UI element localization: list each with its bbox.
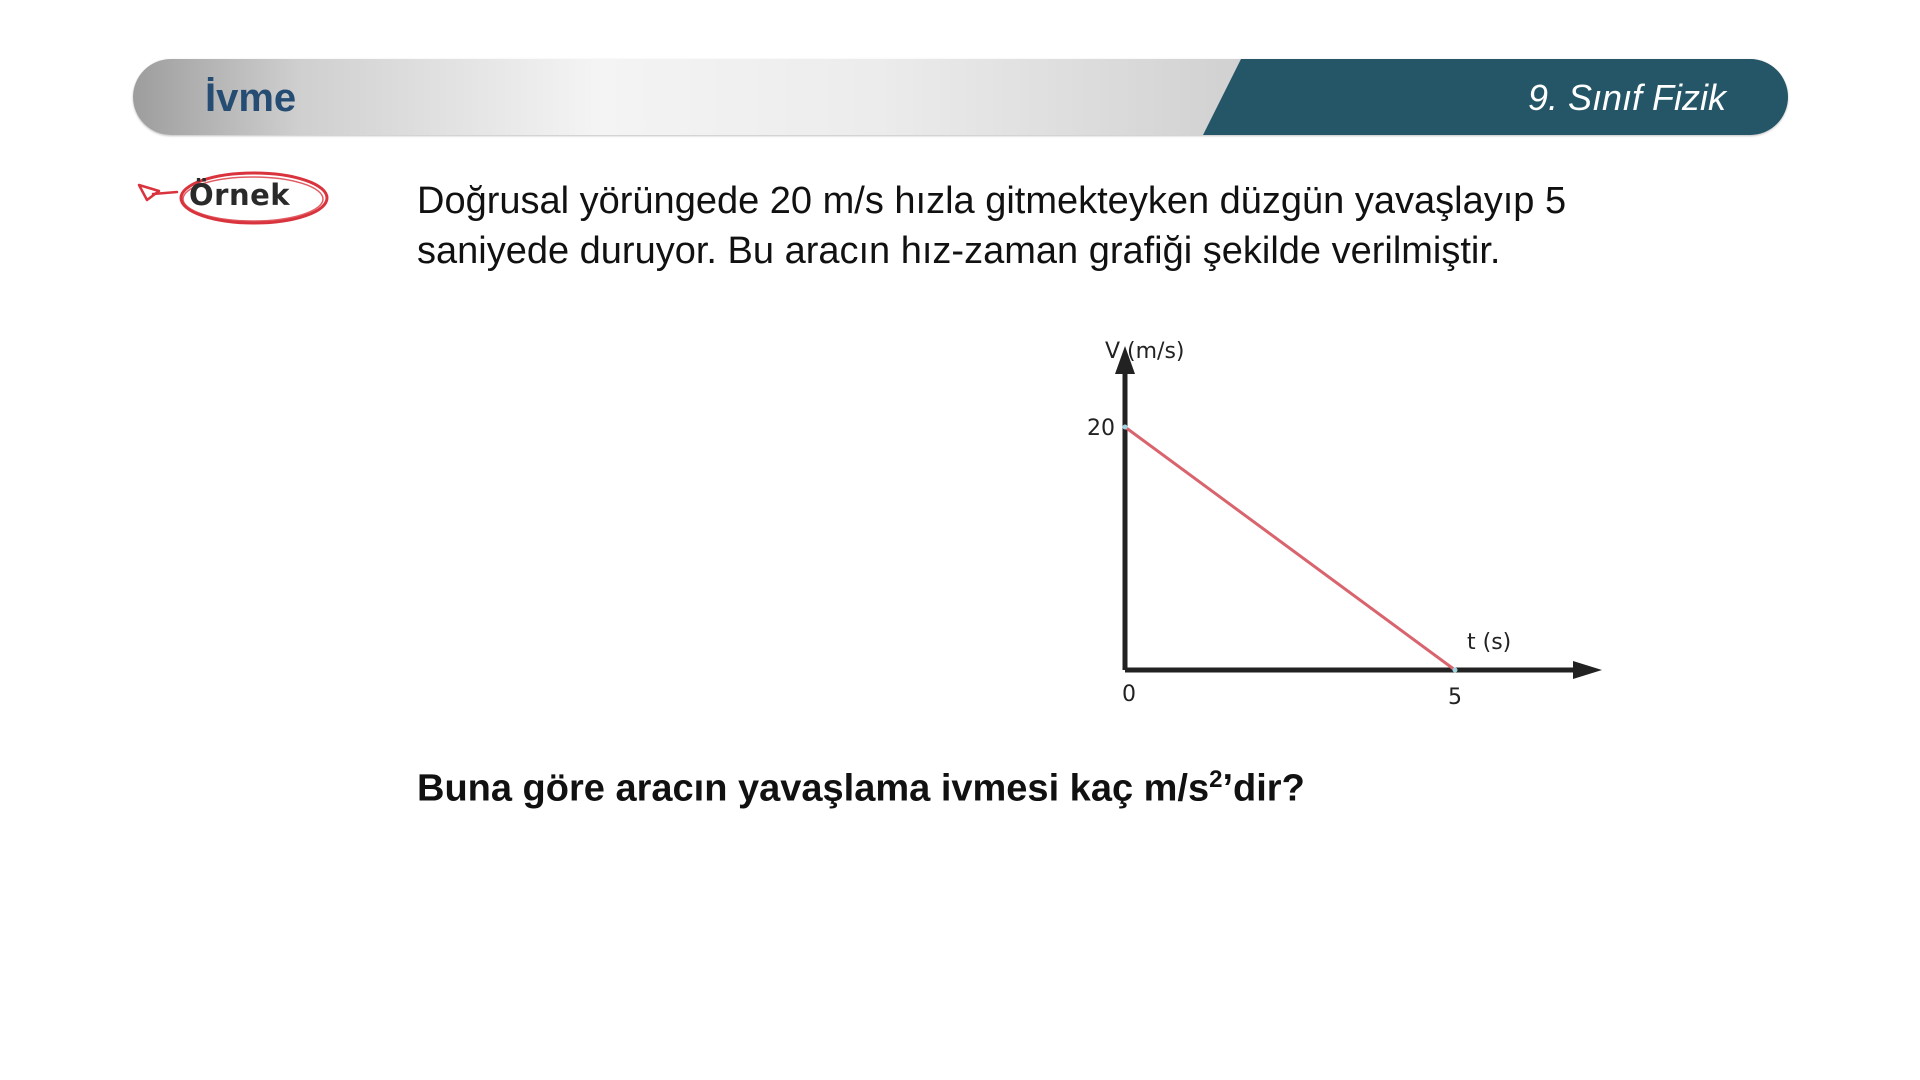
velocity-time-chart (1070, 328, 1610, 718)
data-point (1123, 425, 1128, 430)
header-bar (133, 59, 1788, 135)
final-question (417, 766, 1305, 811)
final-question-suffix: ’dir? (1222, 767, 1305, 810)
velocity-line (1125, 427, 1455, 670)
page-title: İvme (205, 76, 297, 120)
final-question-text: Buna göre aracın yavaşlama ivmesi kaç m/s (417, 767, 1210, 810)
example-badge (137, 168, 332, 228)
x-tick-label: 0 (1122, 682, 1136, 707)
question-line-2: saniyede duruyor. Bu aracın hız-zaman grafiği şekilde verilmiştir. (417, 230, 1501, 272)
question-text (417, 176, 1717, 276)
example-badge-label: Örnek (189, 178, 291, 212)
x-axis-arrow (1573, 661, 1602, 679)
data-point (1453, 668, 1458, 673)
y-tick-label: 20 (1087, 416, 1115, 441)
question-line-1: Doğrusal yörüngede 20 m/s hızla gitmekteyken düzgün yavaşlayıp 5 (417, 180, 1567, 222)
y-axis-label: V (m/s) (1105, 339, 1185, 364)
subject-label: 9. Sınıf Fizik (1527, 77, 1726, 118)
x-tick-label: 5 (1448, 685, 1462, 710)
x-axis-label: t (s) (1467, 630, 1512, 655)
final-question-exponent: 2 (1209, 766, 1223, 793)
